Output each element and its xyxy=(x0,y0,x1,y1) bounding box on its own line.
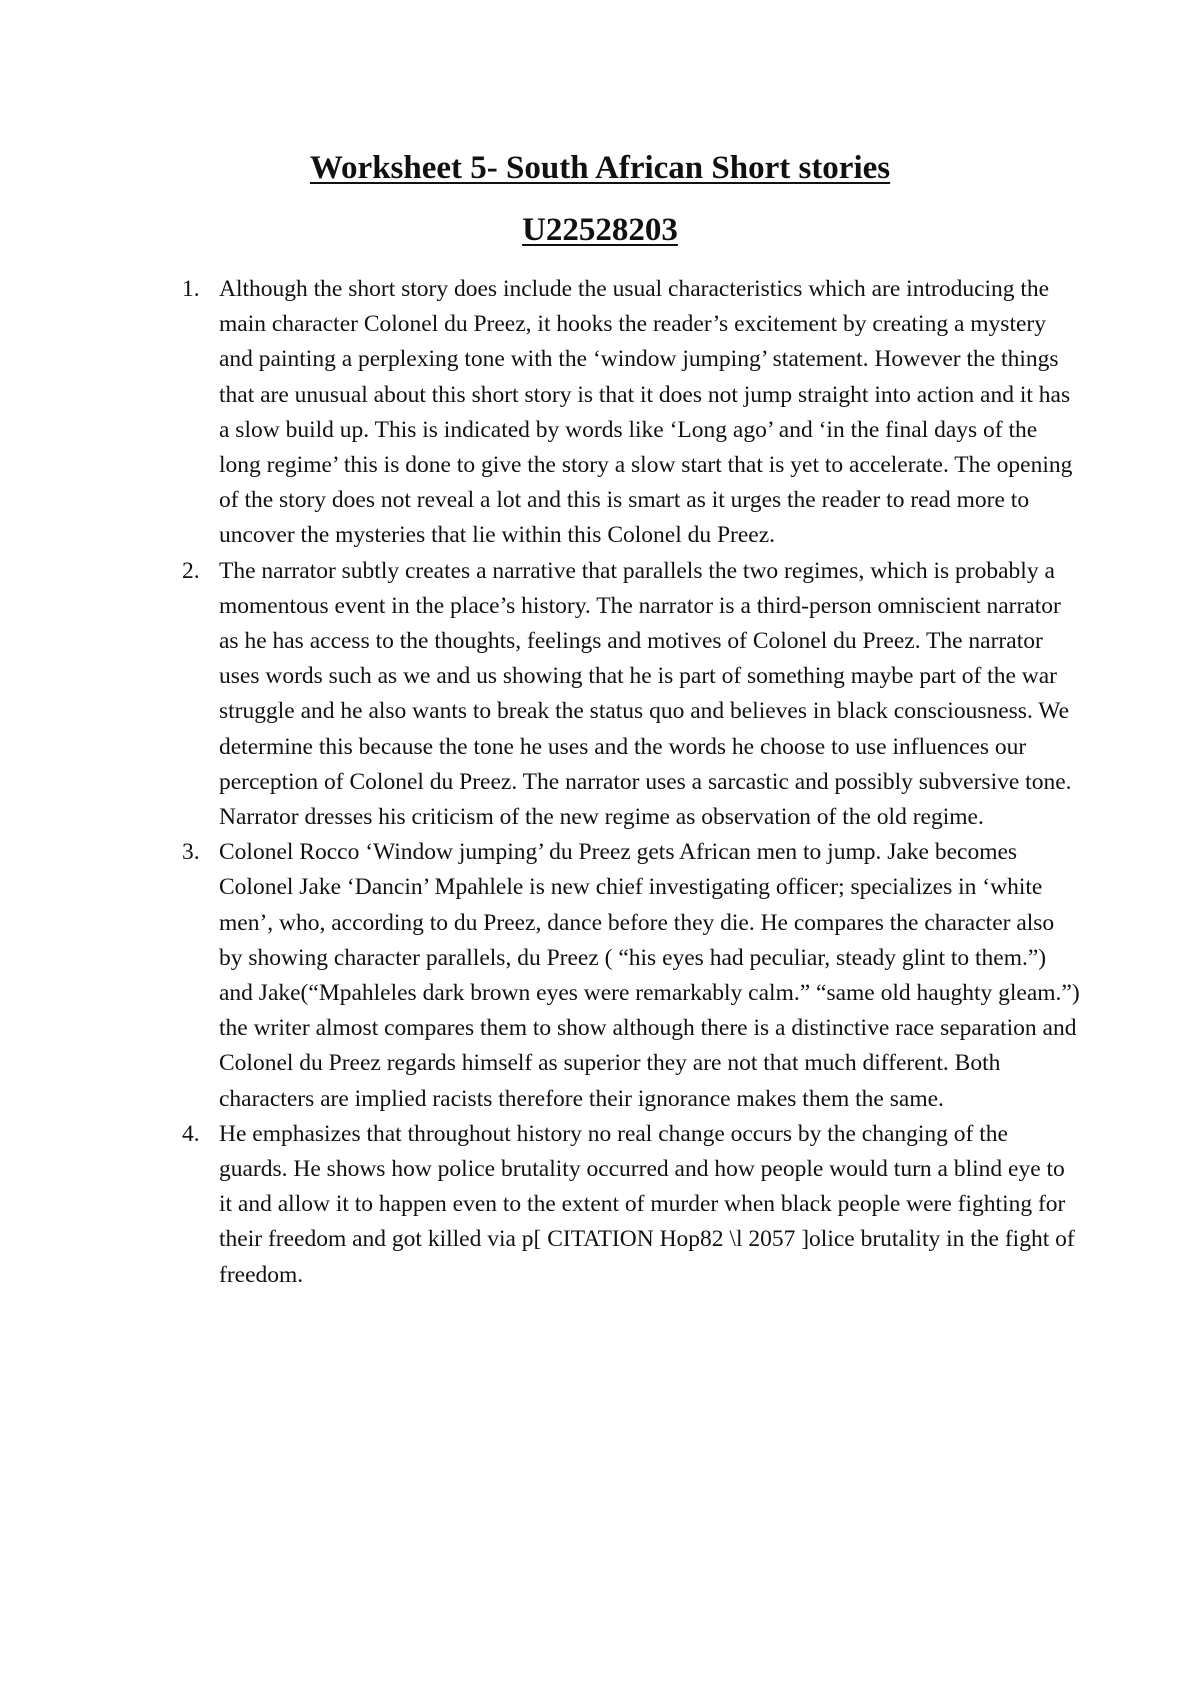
answer-text: Although the short story does include the usual characteristics which are introducing the main character Colonel du Preez, it hooks the reader’s excitement by creating a mystery and painting a perplexing tone with the ‘window jumping’ statement. However the things that are unusual about this short story is that it does not jump straight into action and it has a slow build up. This is indicated by words like ‘Long ago’ and ‘in the final days of the long regime’ this is done to give the story a slow start that is yet to accelerate. The opening of the story does not reveal a lot and this is smart as it urges the reader to read more to uncover the mysteries that lie within this Colonel du Preez. xyxy=(219,276,1073,549)
student-number: U22528203 xyxy=(522,212,678,248)
document-title: Worksheet 5- South African Short stories xyxy=(309,150,891,186)
answer-number: 2. xyxy=(182,557,200,584)
answer-item-3 xyxy=(160,835,1080,1117)
answer-text: He emphasizes that throughout history no real change occurs by the changing of the guards. He shows how police brutality occurred and how people would turn a blind eye to it and allow it to happen even to the extent of murder when black people were fighting for their freedom and got killed via p[ CITATION Hop82 \l 2057 ]olice brutality in the fight of freedom. xyxy=(219,1120,1075,1288)
answer-text: The narrator subtly creates a narrative that parallels the two regimes, which is probably a momentous event in the place’s history. The narrator is a third-person omniscient narrator as he has access to the thoughts, feelings and motives of Colonel du Preez. The narrator uses words such as we and us showing that he is part of something maybe part of the war struggle and he also wants to break the status quo and believes in black consciousness. We determine this because the tone he uses and the words he choose to use influences our perception of Colonel du Preez. The narrator uses a sarcastic and possibly subversive tone. Narrator dresses his criticism of the new regime as observation of the old regime. xyxy=(219,557,1072,831)
answer-item-2 xyxy=(160,554,1080,836)
answer-text: Colonel Rocco ‘Window jumping’ du Preez gets African men to jump. Jake becomes Colonel Jake ‘Dancin’ Mpahlele is new chief investigating officer; specializes in ‘white men’, who, according to du Preez, dance before they die. He compares the character also by showing character parallels, du Preez ( “his eyes had peculiar, steady glint to them.”) and Jake(“Mpahleles dark brown eyes were remarkably calm.” “same old haughty gleam.”) the writer almost compares them to show although there is a distinctive race separation and Colonel du Preez regards himself as superior they are not that much different. Both characters are implied racists therefore their ignorance makes them the same. xyxy=(219,839,1080,1112)
answer-number: 4. xyxy=(182,1120,200,1147)
answer-number: 3. xyxy=(182,839,200,866)
answer-item-1 xyxy=(160,272,1080,554)
answer-item-4 xyxy=(160,1117,1080,1293)
answer-list xyxy=(160,272,1080,1293)
answer-number: 1. xyxy=(182,276,200,302)
